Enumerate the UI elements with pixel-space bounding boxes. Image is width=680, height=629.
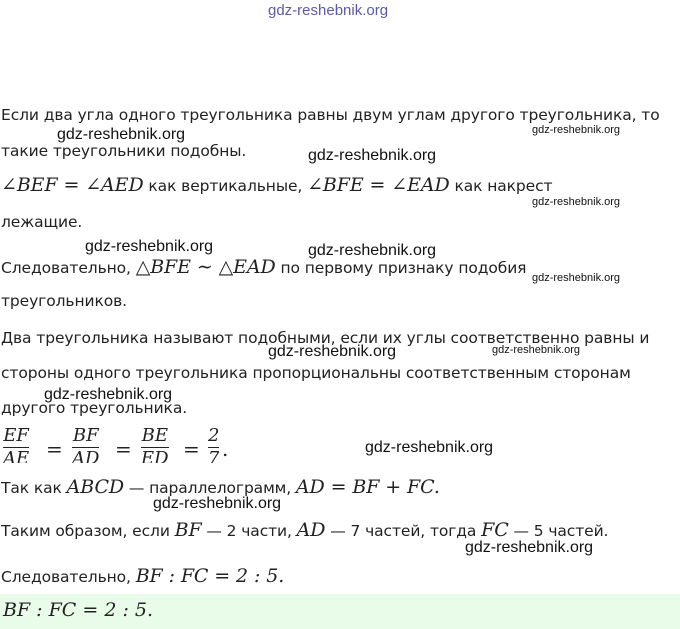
text-line-13	[1, 565, 284, 587]
text-line-4: лежащие.	[1, 213, 83, 231]
math-abcd: ABCD	[66, 476, 125, 498]
text-alternate: как накрест	[449, 177, 553, 195]
math-fc: FC	[481, 519, 509, 541]
equals-sign: =	[183, 437, 200, 461]
watermark: gdz-reshebnik.org	[532, 272, 621, 284]
fraction-bf-ad	[72, 426, 99, 463]
text-line-7: Два треугольника называют подобными, если их углы соответственно равны и	[1, 329, 650, 347]
fraction-numerator: 2	[208, 425, 220, 446]
text-line-5	[1, 256, 526, 278]
watermark: gdz-reshebnik.org	[532, 124, 621, 136]
watermark: gdz-reshebnik.org	[492, 344, 581, 356]
math-ad-sum: AD = BF + FC.	[295, 476, 440, 498]
text-line-2: такие треугольники подобны.	[1, 142, 247, 160]
watermark: gdz-reshebnik.org	[532, 196, 621, 208]
angle-equality-1: ∠BEF = ∠AED	[1, 174, 144, 196]
text-therefore-2: Следовательно,	[1, 568, 136, 586]
fraction-numerator: EF	[3, 425, 29, 446]
answer-text: BF : FC = 2 : 5.	[3, 599, 154, 621]
fraction-numerator: BF	[72, 425, 99, 446]
answer-box	[0, 594, 680, 629]
text-2-parts: — 2 части,	[201, 522, 297, 540]
text-line-3	[1, 174, 552, 196]
text-7-parts: — 7 частей, тогда	[325, 522, 482, 540]
watermark: gdz-reshebnik.org	[44, 386, 173, 403]
fraction-2-7	[208, 426, 219, 463]
math-bf: BF	[174, 519, 202, 541]
text-line-1: Если два угла одного треугольника равны двум углам другого треугольника, то	[1, 106, 660, 124]
text-therefore-1: Следовательно,	[1, 259, 136, 277]
fraction-denominator: ED	[141, 449, 169, 463]
text-line-9: другого треугольника.	[1, 399, 188, 417]
fraction-denominator: 7	[208, 449, 220, 463]
equals-sign: =	[115, 437, 132, 461]
text-first-criterion: по первому признаку подобия	[275, 259, 527, 277]
watermark: gdz-reshebnik.org	[85, 238, 214, 255]
watermark: gdz-reshebnik.org	[57, 126, 186, 143]
watermark: gdz-reshebnik.org	[365, 439, 494, 456]
math-ad: AD	[296, 519, 326, 541]
fraction-ef-ae	[3, 426, 29, 463]
fraction-denominator: AE	[3, 449, 30, 463]
equals-sign: =	[46, 437, 63, 461]
period: .	[222, 437, 229, 461]
text-line-6: треугольников.	[1, 292, 127, 310]
fraction-denominator: AD	[72, 449, 100, 463]
text-line-12	[1, 519, 608, 541]
angle-equality-2: ∠BFE = ∠EAD	[307, 174, 450, 196]
watermark: gdz-reshebnik.org	[268, 343, 397, 360]
similarity-statement: △BFE ∼ △EAD	[135, 256, 276, 278]
watermark-top: gdz-reshebnik.org	[268, 2, 389, 19]
watermark: gdz-reshebnik.org	[308, 147, 437, 164]
watermark: gdz-reshebnik.org	[308, 242, 437, 259]
text-parallelogram: — параллелограмм,	[124, 479, 296, 497]
text-line-8: стороны одного треугольника пропорциональны соответственным сторонам	[1, 364, 631, 382]
fraction-numerator: BE	[141, 425, 168, 446]
text-vertical: как вертикальные,	[143, 177, 308, 195]
text-5-parts: — 5 частей.	[508, 522, 609, 540]
math-ratio: BF : FC = 2 : 5.	[135, 565, 285, 587]
text-thus: Таким образом, если	[1, 522, 175, 540]
text-since: Так как	[1, 479, 67, 497]
fraction-be-ed	[141, 426, 169, 463]
watermark: gdz-reshebnik.org	[153, 495, 282, 512]
watermark: gdz-reshebnik.org	[465, 539, 594, 556]
